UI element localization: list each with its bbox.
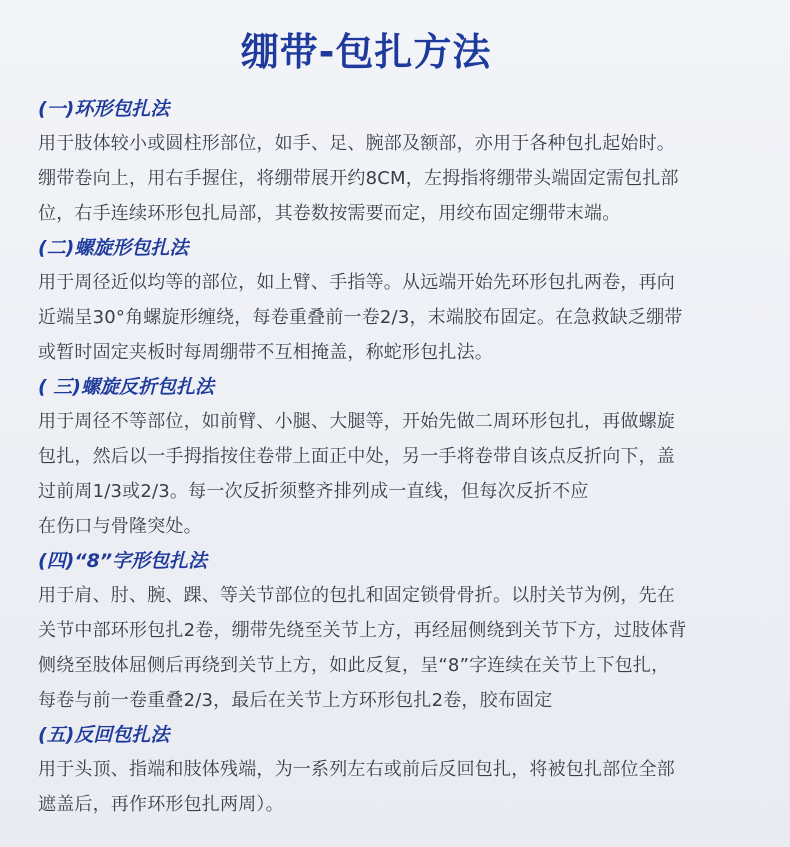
section-heading: ( 三)螺旋反折包扎法 <box>38 376 214 398</box>
body-line: 用于周径近似均等的部位，如上臂、手指等。从远端开始先环形包扎两卷，再向 <box>38 272 675 293</box>
section-heading: (四)“8”字形包扎法 <box>38 550 208 572</box>
body-line: 包扎，然后以一手拇指按住卷带上面正中处，另一手将卷带自该点反折向下，盖 <box>38 446 675 467</box>
body-line: 用于肢体较小或圆柱形部位，如手、足、腕部及额部，亦用于各种包扎起始时。 <box>38 133 675 154</box>
section-body <box>38 126 768 231</box>
body-line: 关节中部环形包扎2卷，绷带先绕至关节上方，再经屈侧绕到关节下方，过肢体背 <box>38 620 687 641</box>
section-body <box>38 404 768 544</box>
section-recurrent-bandage <box>38 718 768 822</box>
section-ring-bandage <box>38 92 768 231</box>
body-line: 或暂时固定夹板时每周绷带不互相掩盖，称蛇形包扎法。 <box>38 342 493 363</box>
body-line: 用于头顶、指端和肢体残端，为一系列左右或前后反回包扎，将被包扎部位全部 <box>38 759 675 780</box>
body-line: 用于周径不等部位，如前臂、小腿、大腿等，开始先做二周环形包扎，再做螺旋 <box>38 411 675 432</box>
section-body <box>38 752 768 822</box>
body-line: 在伤口与骨隆突处。 <box>38 516 202 537</box>
body-line: 位，右手连续环形包扎局部，其卷数按需要而定，用绞布固定绷带末端。 <box>38 203 621 224</box>
body-line: 近端呈30°角螺旋形缠绕，每卷重叠前一卷2/3，末端胶布固定。在急救缺乏绷带 <box>38 307 683 328</box>
section-body <box>38 578 768 718</box>
section-heading: (二)螺旋形包扎法 <box>38 237 189 259</box>
section-spiral-bandage <box>38 231 768 370</box>
body-line: 遮盖后，再作环形包扎两周）。 <box>38 794 284 815</box>
section-heading: (一)环形包扎法 <box>38 98 170 120</box>
body-line: 过前周1/3或2/3。每一次反折须整齐排列成一直线，但每次反折不应 <box>38 481 589 502</box>
body-line: 每卷与前一卷重叠2/3，最后在关节上方环形包扎2卷，胶布固定 <box>38 690 553 711</box>
section-figure-eight-bandage <box>38 544 768 718</box>
body-line: 绷带卷向上，用右手握住，将绷带展开约8CM，左拇指将绷带头端固定需包扎部 <box>38 168 679 189</box>
body-line: 侧绕至肢体屈侧后再绕到关节上方，如此反复，呈“8”字连续在关节上下包扎， <box>38 655 670 676</box>
body-line: 用于肩、肘、腕、踝、等关节部位的包扎和固定锁骨骨折。以肘关节为例，先在 <box>38 585 675 606</box>
section-body <box>38 265 768 370</box>
section-heading: (五)反回包扎法 <box>38 724 170 746</box>
page-title: 绷带-包扎方法 <box>240 30 492 74</box>
document-content <box>38 92 768 822</box>
section-spiral-reverse-bandage <box>38 370 768 544</box>
